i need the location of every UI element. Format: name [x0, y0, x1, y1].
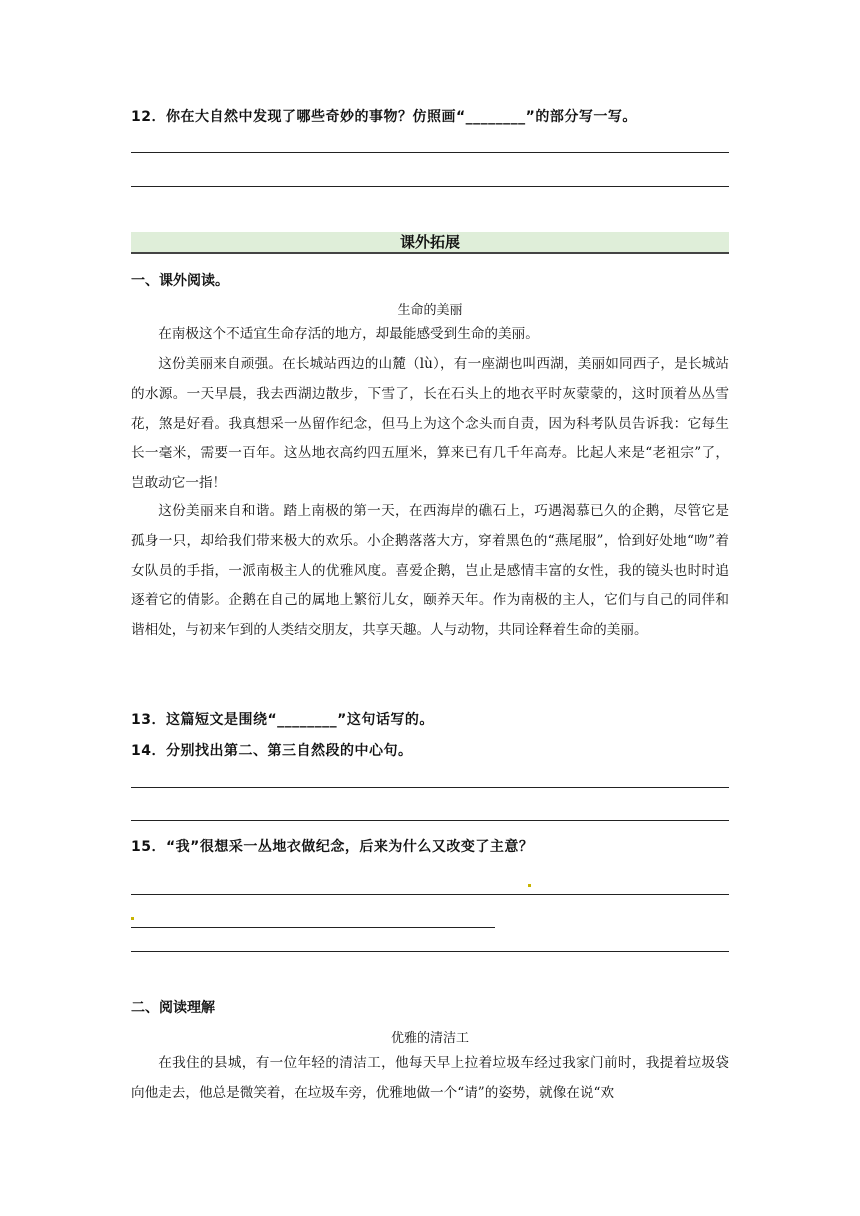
speck-mark: [131, 917, 134, 920]
passage-1-title: 生命的美丽: [397, 303, 463, 318]
answer-line[interactable]: [131, 951, 729, 952]
section-banner: 课外拓展: [131, 232, 729, 254]
passage-1-paragraph-3: 这份美丽来自和谐。踏上南极的第一天，在西海岸的礁石上，巧遇渴慕已久的企鹅，尽管它是孤身一只，却给我们带来极大的欢乐。小企鹅落落大方，穿着黑色的“燕尾服”，恰到好处地“吻”着女队员的手指，一派南极主人的优雅风度。喜爱企鹅，岂止是感情丰富的女性，我的镜头也时时追逐着它的倩影。企鹅在自己的属地上繁衍儿女，颐养天年。作为南极的主人，它们与自己的同伴和谐相处，与初来乍到的人类结交朋友，共享天趣。人与动物，共同诠释着生命的美丽。: [131, 503, 729, 639]
answer-line[interactable]: [131, 152, 729, 153]
answer-line[interactable]: [131, 894, 729, 895]
passage-1-paragraph-2: 这份美丽来自顽强。在长城站西边的山麓（lù），有一座湖也叫西湖，美丽如同西子，是长城站的水源。一天早晨，我去西湖边散步，下雪了，长在石头上的地衣平时灰蒙蒙的，这时顶着丛丛雪花，煞是好看。我真想采一丛留作纪念，但马上为这个念头而自责，因为科考队员告诉我：它每生长一毫米，需要一百年。这丛地衣高约四五厘米，算来已有几千年高寿。比起人来是“老祖宗”了，岂敢动它一指！: [131, 356, 729, 492]
answer-line[interactable]: [131, 186, 729, 187]
question-14: 14．分别找出第二、第三自然段的中心句。: [131, 743, 413, 759]
speck-mark: [528, 884, 531, 887]
answer-line[interactable]: [131, 787, 729, 788]
section-1-heading: 一、课外阅读。: [131, 273, 229, 289]
answer-line[interactable]: [131, 820, 729, 821]
passage-2-paragraph-1: 在我住的县城，有一位年轻的清洁工，他每天早上拉着垃圾车经过我家门前时，我提着垃圾袋向他走去，他总是微笑着，在垃圾车旁，优雅地做一个“请”的姿势，就像在说“欢: [131, 1055, 729, 1101]
passage-2-title: 优雅的清洁工: [390, 1031, 469, 1046]
answer-line[interactable]: [131, 927, 495, 928]
question-13: 13．这篇短文是围绕“________”这句话写的。: [131, 712, 434, 728]
question-15: 15．“我”很想采一丛地衣做纪念，后来为什么又改变了主意？: [131, 839, 534, 855]
passage-1-paragraph-1: 在南极这个不适宜生命存活的地方，却最能感受到生命的美丽。: [158, 326, 539, 342]
question-12: 12．你在大自然中发现了哪些奇妙的事物？仿照画“________”的部分写一写。: [131, 109, 637, 125]
section-2-heading: 二、阅读理解: [131, 1000, 215, 1016]
